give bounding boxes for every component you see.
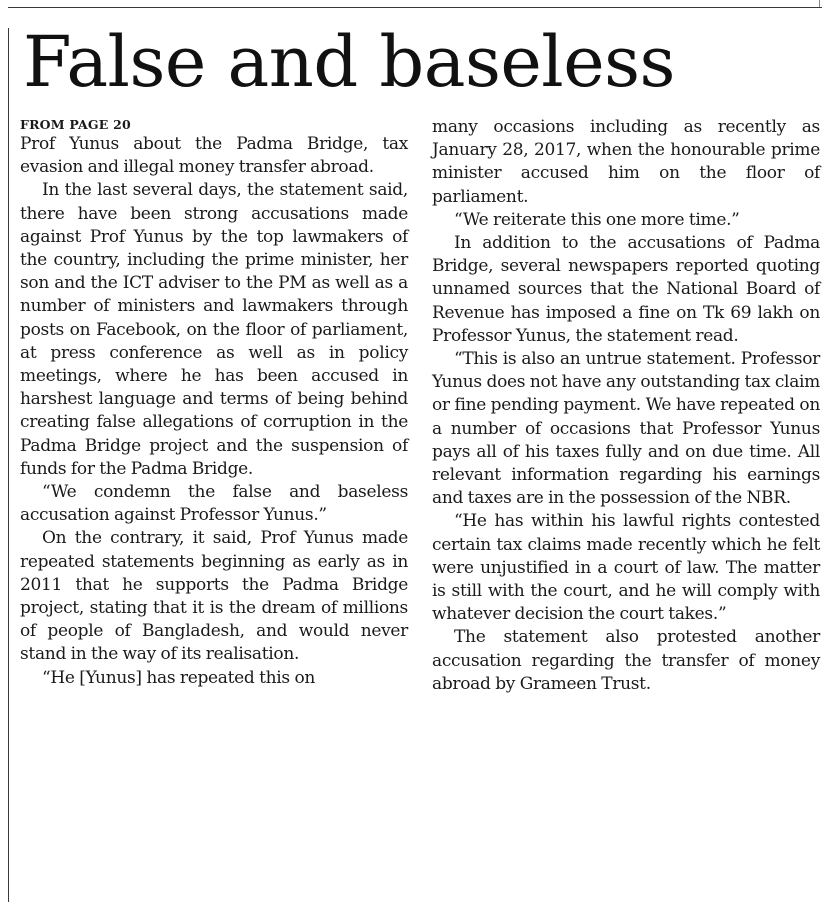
- paragraph: “We condemn the false and baseless accusation against Professor Yunus.”: [20, 482, 408, 526]
- kicker-from-page: FROM PAGE 20: [20, 117, 131, 132]
- paragraph: “This is also an untrue statement. Professor Yunus does not have any outstanding tax claim or fine pending payment. We have repeated on a number of occasions that Professor Yunus pays all of his taxes fully and on due time. All relevant information regarding his earnings and taxes are in the possession of the NBR.: [432, 349, 820, 509]
- headline: False and baseless: [23, 21, 675, 103]
- paragraph: Prof Yunus about the Padma Bridge, tax evasion and illegal money transfer abroad.: [20, 134, 408, 178]
- paragraph: “He [Yunus] has repeated this on: [42, 667, 316, 688]
- paragraph: In the last several days, the statement said, there have been strong accusations made against Prof Yunus by the top lawmakers of the country, including the prime minister, her son and the ICT adviser to the PM as well as a number of ministers and lawmakers through posts on Facebook, on the floor of parliament, at press conference as well as in policy meetings, where he has been accused in harshest language and terms of being behind creating false allegations of corruption in the Padma Bridge project and the suspension of funds for the Padma Bridge.: [20, 180, 408, 479]
- paragraph: many occasions including as recently as January 28, 2017, when the honourable prime minister accused him on the floor of parliament.: [432, 117, 820, 207]
- paragraph: “He has within his lawful rights contested certain tax claims made recently which he felt were unjustified in a court of law. The matter is still with the court, and he will comply with whatever decision the court takes.”: [432, 511, 820, 625]
- right-tick-rule: [819, 0, 820, 7]
- paragraph: On the contrary, it said, Prof Yunus made repeated statements beginning as early as in 2011 that he supports the Padma Bridge project, stating that it is the dream of millions of people of Bangladesh, and would never stand in the way of its realisation.: [20, 528, 408, 665]
- left-column: [20, 116, 408, 690]
- paragraph: “We reiterate this one more time.”: [454, 209, 740, 230]
- top-rule: [8, 7, 822, 8]
- left-column-rule: [8, 28, 9, 902]
- right-column: [432, 116, 820, 696]
- paragraph: In addition to the accusations of Padma Bridge, several newspapers reported quoting unnamed sources that the National Board of Revenue has imposed a fine on Tk 69 lakh on Professor Yunus, the statement read.: [432, 233, 820, 346]
- paragraph: The statement also protested another accusation regarding the transfer of money abroad by Grameen Trust.: [432, 627, 820, 694]
